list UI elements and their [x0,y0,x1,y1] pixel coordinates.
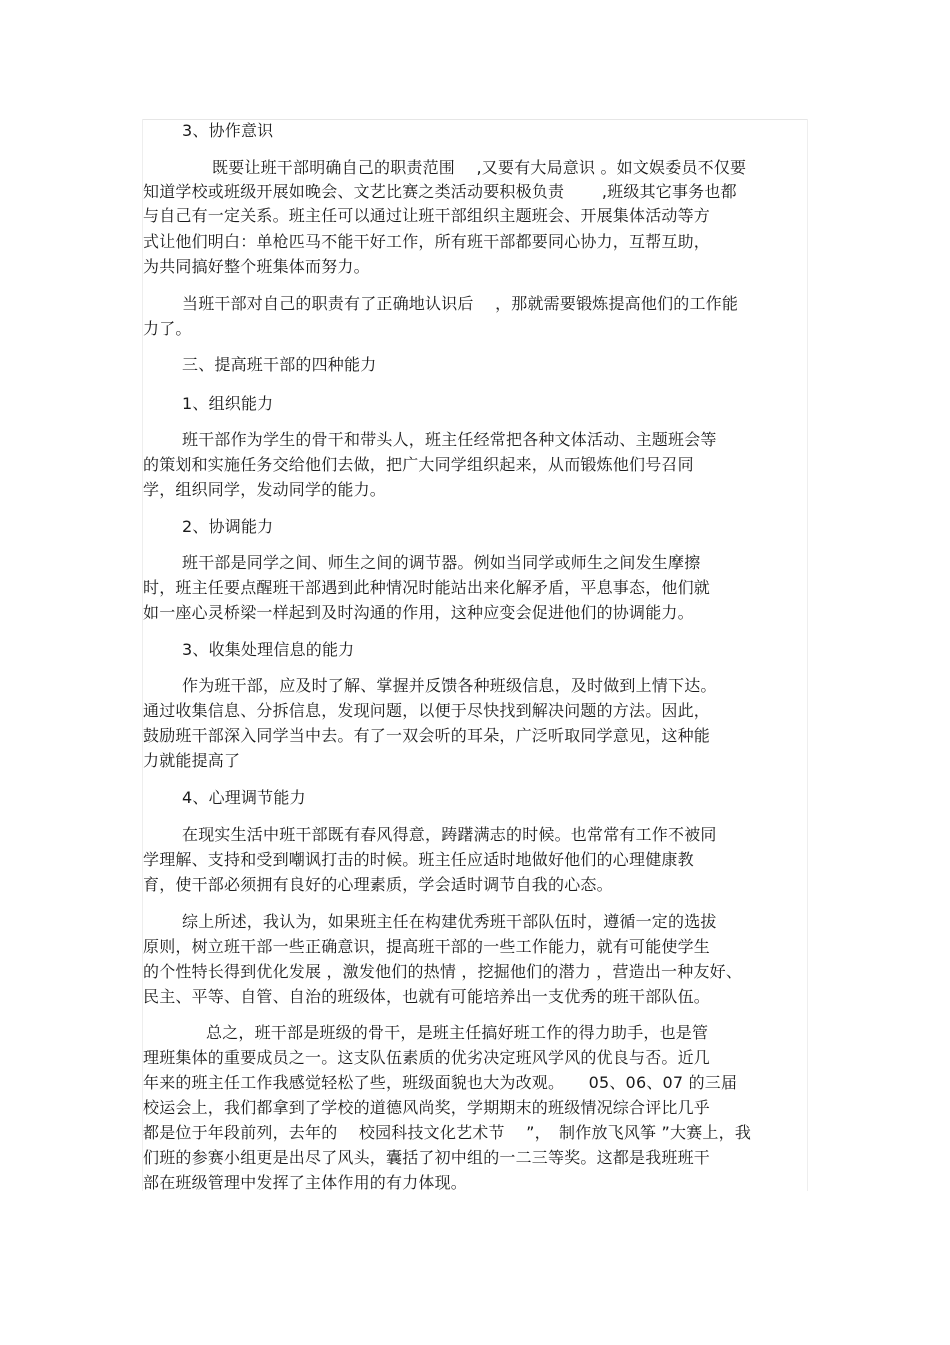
heading-information-ability: 3、收集处理信息的能力 [182,640,355,659]
paragraph-line: 年来的班主任工作我感觉轻松了些，班级面貌也大为改观。 05、06、07 的三届 [143,1073,738,1092]
paragraph-line: 在现实生活中班干部既有春风得意，踌躇满志的时候。也常常有工作不被同 [182,825,717,844]
paragraph-line: 知道学校或班级开展如晚会、文艺比赛之类活动要积极负责 ,班级其它事务也都 [143,182,737,201]
paragraph-line: 育，使干部必须拥有良好的心理素质，学会适时调节自我的心态。 [143,875,613,894]
paragraph-line: 部在班级管理中发挥了主体作用的有力体现。 [143,1173,468,1192]
paragraph-line: 力就能提高了 [143,751,241,770]
paragraph-line: 理班集体的重要成员之一。这支队伍素质的优劣决定班风学风的优良与否。近几 [143,1048,711,1067]
paragraph-line: 都是位于年段前列，去年的 校园科技文化艺术节 ”， 制作放飞风筝 ”大赛上，我 [143,1123,752,1142]
paragraph-line: 综上所述，我认为，如果班主任在构建优秀班干部队伍时，遵循一定的选拔 [182,912,717,931]
page-frame-left [142,119,143,1191]
paragraph-line: 时，班主任要点醒班干部遇到此种情况时能站出来化解矛盾，平息事态，他们就 [143,578,711,597]
paragraph-line: 的个性特长得到优化发展 ，激发他们的热情 ，挖掘他们的潜力 ，营造出一种友好、 [143,962,743,981]
paragraph-line: 班干部作为学生的骨干和带头人，班主任经常把各种文体活动、主题班会等 [182,430,717,449]
paragraph-line: 班干部是同学之间、师生之间的调节器。例如当同学或师生之间发生摩擦 [182,553,701,572]
heading-organizing-ability: 1、组织能力 [182,394,274,413]
paragraph-line: 民主、平等、自管、自治的班级体，也就有可能培养出一支优秀的班干部队伍。 [143,987,711,1006]
paragraph-line: 鼓励班干部深入同学当中去。有了一双会听的耳朵，广泛听取同学意见，这种能 [143,726,711,745]
paragraph-line: 校运会上，我们都拿到了学校的道德风尚奖，学期期末的班级情况综合评比几乎 [143,1098,711,1117]
paragraph-line: 式让他们明白：单枪匹马不能干好工作，所有班干部都要同心协力，互帮互助， [143,232,711,251]
paragraph-line: 学理解、支持和受到嘲讽打击的时候。班主任应适时地做好他们的心理健康教 [143,850,694,869]
page-frame-right [807,119,808,1191]
page-frame-top [142,119,808,120]
paragraph-line: 为共同搞好整个班集体而努力。 [143,257,370,276]
heading-coordination-ability: 2、协调能力 [182,517,274,536]
paragraph-line: 作为班干部，应及时了解、掌握并反馈各种班级信息，及时做到上情下达。 [182,676,717,695]
paragraph-line: 当班干部对自己的职责有了正确地认识后 ，那就需要锻炼提高他们的工作能 [182,294,739,313]
paragraph-line: 原则，树立班干部一些正确意识，提高班干部的一些工作能力，就有可能使学生 [143,937,711,956]
paragraph-line: 如一座心灵桥梁一样起到及时沟通的作用，这种应变会促进他们的协调能力。 [143,603,694,622]
paragraph-line: 的策划和实施任务交给他们去做，把广大同学组织起来，从而锻炼他们号召同 [143,455,694,474]
heading-cooperation-awareness: 3、协作意识 [182,121,274,140]
paragraph-line: 学，组织同学，发动同学的能力。 [143,480,387,499]
paragraph-line: 与自己有一定关系。班主任可以通过让班干部组织主题班会、开展集体活动等方 [143,206,711,225]
paragraph-line: 总之，班干部是班级的骨干，是班主任搞好班工作的得力助手，也是管 [206,1023,709,1042]
section-heading-four-abilities: 三、提高班干部的四种能力 [182,355,377,374]
paragraph-line: 既要让班干部明确自己的职责范围 ,又要有大局意识 。如文娱委员不仅要 [212,158,747,177]
paragraph-line: 们班的参赛小组更是出尽了风头，囊括了初中组的一二三等奖。这都是我班班干 [143,1148,711,1167]
heading-psychological-ability: 4、心理调节能力 [182,788,306,807]
paragraph-line: 通过收集信息、分拆信息，发现问题，以便于尽快找到解决问题的方法。因此， [143,701,711,720]
paragraph-line: 力了。 [143,319,192,338]
